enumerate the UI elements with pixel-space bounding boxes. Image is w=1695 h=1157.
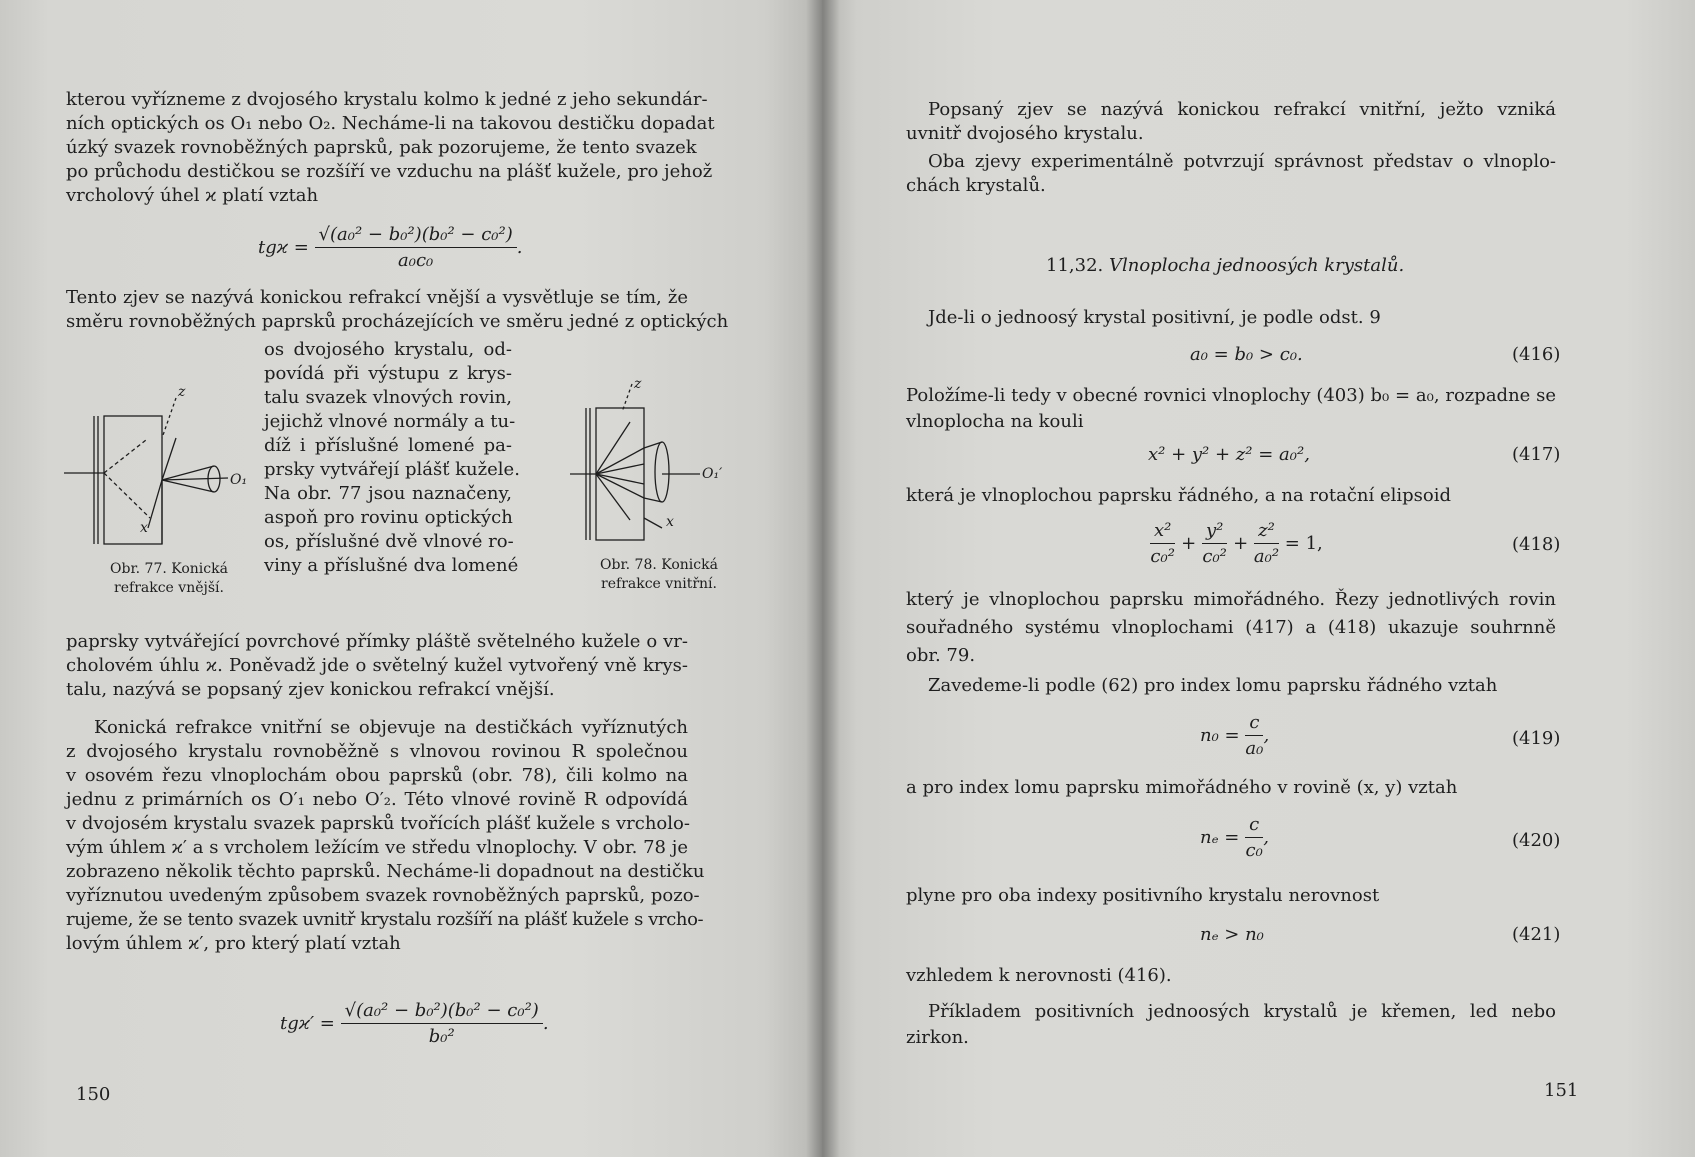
- axis-label-x: x: [140, 520, 148, 536]
- eq-numerator: √(a₀² − b₀²)(b₀² − c₀²): [315, 224, 517, 248]
- section-number: 11,32.: [1046, 255, 1104, 276]
- text-line: vrcholový úhel ϰ platí vztah: [66, 185, 319, 206]
- text-line: plyne pro oba indexy positivního krystalu nerovnost: [906, 885, 1380, 906]
- caption-line: refrakce vnější.: [114, 580, 224, 596]
- equation-number: (417): [1512, 444, 1561, 465]
- text-line: viny a příslušné dva lomené: [264, 555, 519, 576]
- section-heading: [1046, 254, 1404, 278]
- eq-tail: .: [542, 1013, 549, 1034]
- eq-tail: ,: [1263, 827, 1269, 848]
- text-line: z dvojosého krystalu rovnoběžně s vlnovou rovinou R společnou: [66, 741, 688, 762]
- section-title: Vlnoplocha jednoosých krystalů.: [1109, 255, 1405, 276]
- axis-label-o: O₁′: [702, 466, 723, 482]
- eq-numerator: c: [1245, 814, 1263, 838]
- right-page: [822, 0, 1695, 1157]
- text-line: Zavedeme-li podle (62) pro index lomu paprsku řádného vztah: [928, 675, 1498, 696]
- left-page: [0, 0, 822, 1157]
- text-line: jednu z primárních os O′₁ nebo O′₂. Této vlnové rovině R odpovídá: [66, 789, 688, 810]
- text-line: souřadného systému vlnoplochami (417) a (418) ukazuje souhrnně: [906, 617, 1556, 638]
- text-line: vzhledem k nerovnosti (416).: [906, 965, 1172, 986]
- text-line: Konická refrakce vnitřní se objevuje na destičkách vyříznutých: [94, 717, 688, 738]
- text-line: Jde-li o jednoosý krystal positivní, je podle odst. 9: [928, 307, 1381, 328]
- eq-denominator: b₀²: [428, 1026, 455, 1047]
- equation-number: (419): [1512, 728, 1561, 749]
- eq-lhs: tgϰ =: [258, 237, 309, 258]
- text-line: paprsky vytvářející povrchové přímky pláště světelného kužele o vr-: [66, 631, 688, 652]
- eq-numerator: √(a₀² − b₀²)(b₀² − c₀²): [341, 1000, 543, 1024]
- eq-lhs: nₑ =: [1200, 827, 1240, 848]
- equation-tg-kappa: [258, 224, 522, 271]
- figure-78-internal-conical-refraction: [570, 378, 770, 548]
- eq-tail: ,: [1263, 725, 1270, 746]
- eq-rhs: = 1,: [1284, 533, 1323, 554]
- text-line: cholovém úhlu ϰ. Poněvadž jde o světelný kužel vytvořený vně krys-: [66, 655, 688, 676]
- text-line: v dvojosém krystalu svazek paprsků tvořících plášť kužele s vrcholo-: [66, 813, 690, 834]
- eq-denominator: c₀²: [1150, 546, 1175, 567]
- text-line: Na obr. 77 jsou naznačeny,: [264, 483, 512, 504]
- text-line: v osovém řezu vlnoplochám obou paprsků (obr. 78), čili kolmo na: [66, 765, 688, 786]
- text-line: jejichž vlnové normály a tu-: [264, 411, 516, 432]
- book-gutter: [806, 0, 840, 1157]
- text-line: směru rovnoběžných paprsků procházejících ve směru jedné z optických: [66, 311, 729, 332]
- text-line: vým úhlem ϰ′ a s vrcholem ležícím ve středu vlnoplochy. V obr. 78 je: [66, 837, 688, 858]
- text-line: zobrazeno několik těchto paprsků. Necháme-li dopadnout na destičku: [66, 861, 705, 882]
- text-line: vlnoplocha na kouli: [906, 411, 1084, 432]
- text-line: aspoň pro rovinu optických: [264, 507, 513, 528]
- text-line: os dvojosého krystalu, od-: [264, 339, 512, 360]
- text-line: obr. 79.: [906, 645, 976, 666]
- text-line: chách krystalů.: [906, 175, 1046, 196]
- text-line: Popsaný zjev se nazývá konickou refrakcí vnitřní, ježto vzniká: [928, 99, 1556, 120]
- caption-line: refrakce vnitřní.: [601, 576, 717, 592]
- text-line: zirkon.: [906, 1027, 969, 1048]
- equation-419: [1200, 712, 1269, 759]
- eq-numerator: y²: [1202, 520, 1227, 544]
- text-line: lovým úhlem ϰ′, pro který platí vztah: [66, 933, 401, 954]
- equation-tg-kappa-prime: [280, 1000, 549, 1047]
- equation-number: (418): [1512, 534, 1561, 555]
- eq-denominator: c₀²: [1202, 546, 1227, 567]
- text-line: kterou vyřízneme z dvojosého krystalu kolmo k jedné z jeho sekundár-: [66, 89, 708, 110]
- text-line: rujeme, že se tento svazek uvnitř krystalu rozšíří na plášť kužele s vrcho-: [66, 909, 704, 930]
- caption-line: Obr. 77. Konická: [110, 561, 228, 577]
- eq-numerator: z²: [1254, 520, 1279, 544]
- equation-416: a₀ = b₀ > c₀.: [1190, 344, 1303, 365]
- page-number: 150: [76, 1084, 111, 1105]
- eq-tail: .: [516, 237, 523, 258]
- equation-number: (421): [1512, 924, 1561, 945]
- text-line: který je vlnoplochou paprsku mimořádného. Řezy jednotlivých rovin: [906, 589, 1556, 610]
- text-line: po průchodu destičkou se rozšíří ve vzduchu na plášť kužele, pro jehož: [66, 161, 713, 182]
- text-line: povídá při výstupu z krys-: [264, 363, 512, 384]
- text-line: ních optických os O₁ nebo O₂. Necháme-li na takovou destičku dopadat: [66, 113, 715, 134]
- axis-label-z: z: [634, 378, 642, 392]
- text-line: a pro index lomu paprsku mimořádného v rovině (x, y) vztah: [906, 777, 1458, 798]
- eq-denominator: a₀c₀: [398, 250, 434, 271]
- eq-lhs: tgϰ′ =: [280, 1013, 335, 1034]
- equation-420: [1200, 814, 1269, 861]
- equation-417: x² + y² + z² = a₀²,: [1148, 444, 1310, 465]
- eq-denominator: a₀²: [1253, 546, 1280, 567]
- equation-421: nₑ > n₀: [1200, 924, 1264, 945]
- figure-77-external-conical-refraction: [64, 368, 264, 548]
- figure-78-caption: [584, 556, 734, 594]
- eq-numerator: c: [1245, 712, 1263, 736]
- text-line: která je vlnoplochou paprsku řádného, a na rotační elipsoid: [906, 485, 1452, 506]
- text-line: os, příslušné dvě vlnové ro-: [264, 531, 514, 552]
- text-line: vyříznutou uvedeným způsobem svazek rovnoběžných paprsků, pozo-: [66, 885, 700, 906]
- text-line: uvnitř dvojosého krystalu.: [906, 123, 1144, 144]
- text-line: úzký svazek rovnoběžných paprsků, pak pozorujeme, že tento svazek: [66, 137, 697, 158]
- caption-line: Obr. 78. Konická: [600, 557, 718, 573]
- equation-number: (416): [1512, 344, 1561, 365]
- eq-denominator: c₀: [1245, 840, 1263, 861]
- page-number: 151: [1544, 1080, 1579, 1101]
- equation-number: (420): [1512, 830, 1561, 851]
- text-line: talu, nazývá se popsaný zjev konickou refrakcí vnější.: [66, 679, 555, 700]
- text-line: talu svazek vlnových rovin,: [264, 387, 512, 408]
- text-line: díž i příslušné lomené pa-: [264, 435, 512, 456]
- text-line: Oba zjevy experimentálně potvrzují správnost představ o vlnoplo-: [928, 151, 1556, 172]
- text-line: prsky vytvářejí plášť kužele.: [264, 459, 520, 480]
- eq-numerator: x²: [1150, 520, 1175, 544]
- axis-label-x: x: [666, 514, 674, 530]
- axis-label-o: O₁: [230, 472, 248, 488]
- eq-lhs: n₀ =: [1200, 725, 1240, 746]
- text-line: Položíme-li tedy v obecné rovnici vlnoplochy (403) b₀ = a₀, rozpadne se: [906, 385, 1556, 406]
- equation-418: $\frac{\text{x²}}{\text{c₀²}}$ + $\frac{\text{y²}}{\text{c₀²}}$ + $\frac{\text{z²}}{\text{a₀²}}$ = 1,: [1150, 520, 1323, 567]
- figure-77-caption: [94, 560, 244, 598]
- axis-label-z: z: [178, 384, 186, 400]
- text-line: Tento zjev se nazývá konickou refrakcí vnější a vysvětluje se tím, že: [66, 287, 688, 308]
- eq-denominator: a₀: [1245, 738, 1264, 759]
- text-line: Příkladem positivních jednoosých krystalů je křemen, led nebo: [928, 1001, 1556, 1022]
